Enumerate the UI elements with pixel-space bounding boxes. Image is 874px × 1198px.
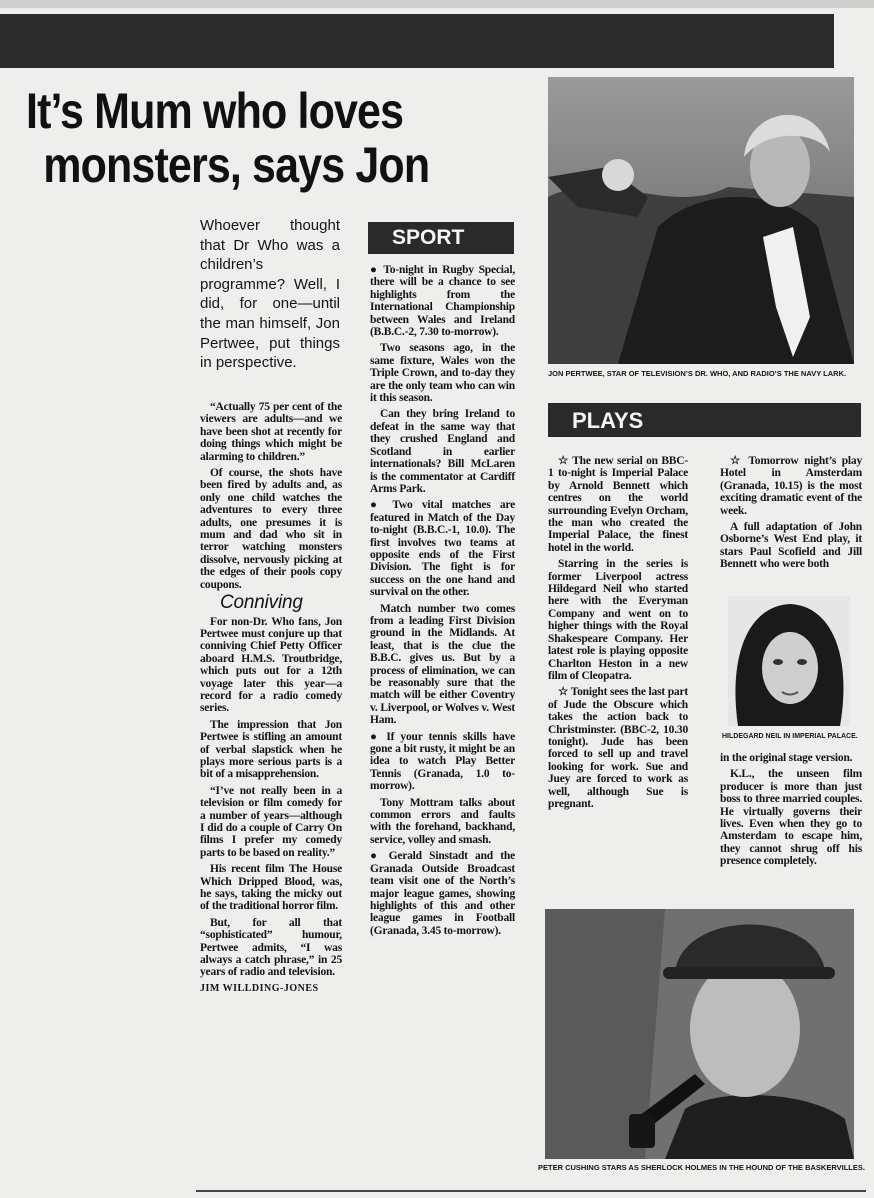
- article-column-1: [200, 401, 342, 999]
- sport-heading: [368, 222, 514, 254]
- article-intro: Whoever thought that Dr Who was a children’s programme? Well, I did, for one—until the man himself, Jon Pertwee, put things in perspective.: [200, 217, 340, 372]
- plays-para: ☆ The new serial on BBC-1 to-night is Imperial Palace by Arnold Bennett which centres on the world surrounding Evelyn Orcham, the man who created the Imperial Palace, the finest hotel in the world.: [548, 455, 688, 554]
- plays-para: A full adaptation of John Osborne’s West End play, it stars Paul Scofield and Jill Bennett who were both: [720, 521, 862, 571]
- sport-para: ● Two vital matches are featured in Match of the Day to-night (B.B.C.-1, 10.0). The first involves two teams at opposite ends of the First Division. The fight is for success on the one hand and survival on the other.: [370, 499, 515, 599]
- sport-heading-text: SPORT: [392, 226, 465, 249]
- col1-para: But, for all that “sophisticated” humour, Pertwee admits, “I was always a catch phrase,” in 25 years of radio and television.: [200, 916, 342, 979]
- sport-para: ● To-night in Rugby Special, there will be a chance to see highlights from the International Championship between Wales and Ireland (B.B.C.-2, 7.30 to-morrow).: [370, 264, 515, 339]
- col1-para: “Actually 75 per cent of the viewers are adults—and we have been shot at recently for doing things which might be alarming to children.”: [200, 401, 342, 463]
- col1-para: For non-Dr. Who fans, Jon Pertwee must conjure up that conniving Chief Petty Officer aboard H.M.S. Troutbridge, which puts out for a 12th voyage later this year—a record for a radio comedy series.: [200, 615, 342, 715]
- col1-para: Of course, the shots have been fired by adults and, as only one child watches the adventures to every three adults, one presumes it is mum and dad who sit in terror watching monsters dissolve, nervously picking at the edges of their pools copy coupons.: [200, 467, 342, 591]
- subhead-conniving: Conniving: [220, 592, 303, 614]
- plays-column-b-bottom: [720, 752, 862, 872]
- hildegard-neil-photo: [728, 596, 850, 726]
- plays-para: in the original stage version.: [720, 752, 853, 764]
- article-headline: [26, 84, 465, 192]
- page-top-strip: [0, 0, 874, 8]
- sport-para: Tony Mottram talks about common errors and faults with the forehand, backhand, service, volley and smash.: [370, 796, 515, 846]
- sport-para: Match number two comes from a leading First Division ground in the Midlands. At least, that is the clue the B.B.C. gives us. But by a process of elimination, we can be reasonably sure that the match will be either Coventry v. Liverpool, or Wolves v. West Ham.: [370, 602, 515, 727]
- plays-para: ☆ Tomorrow night’s play Hotel in Amsterdam (Granada, 10.15) is the most exciting dramatic event of the week.: [720, 455, 862, 517]
- sport-para: Can they bring Ireland to defeat in the same way that they crushed England and Scotland in earlier internationals? Bill McLaren is the commentator at Cardiff Arms Park.: [370, 408, 515, 495]
- col1-para: The impression that Jon Pertwee is stifling an amount of verbal slapstick when he plays more serious parts is a bit of a misapprehension.: [200, 718, 342, 781]
- sport-column: [370, 264, 515, 941]
- plays-heading: [548, 403, 861, 437]
- col1-para: “I’ve not really been in a television or film comedy for a number of years—although I did do a couple of Carry On films I prefer my comedy parts to be based on reality.”: [200, 784, 342, 859]
- photo-caption-cushing: PETER CUSHING STARS AS SHERLOCK HOLMES IN THE HOUND OF THE BASKERVILLES.: [538, 1163, 865, 1172]
- peter-cushing-photo: [545, 909, 854, 1159]
- sport-para: ● Gerald Sinstadt and the Granada Outside Broadcast team visit one of the North’s major league games, showing highlights of this and other league games in Football (Granada, 3.45 to-morrow).: [370, 850, 515, 937]
- jon-pertwee-photo: [548, 77, 854, 364]
- headline-line-1: It’s Mum who loves: [26, 83, 404, 139]
- sport-para: ● If your tennis skills have gone a bit rusty, it might be an idea to watch Play Better Tennis (Granada, 1.0 to-morrow).: [370, 730, 515, 793]
- sport-para: Two seasons ago, in the same fixture, Wales won the Triple Crown, and to-day they are the only team who can win it this season.: [370, 342, 515, 405]
- plays-para: K.L., the unseen film producer is more than just boss to three married couples. He virtually governs their lives. Even when they go to Amsterdam to escape him, they cannot shrug off his presence completely.: [720, 768, 862, 868]
- plays-column-a: [548, 455, 688, 814]
- bottom-rule: [196, 1190, 866, 1192]
- plays-para: ☆ Tonight sees the last part of Jude the Obscure which takes the action back to Christminster. (BBC-2, 10.30 tonight). Jude has been forced to sell up and travel looking for work. Sue and Juey are forced to work as well, although Sue is pregnant.: [548, 686, 688, 810]
- col1-para: His recent film The House Which Dripped Blood, was, he says, taking the micky out of the traditional horror film.: [200, 863, 342, 913]
- header-band: [0, 14, 834, 68]
- byline: JIM WILLDING-JONES: [200, 982, 319, 994]
- plays-para: Starring in the series is former Liverpool actress Hildegard Neil who started here with the Everyman Company and went on to higher things with the Royal Shakespeare Company. Her latest role is playing opposite Charlton Heston in a new film of Cleopatra.: [548, 558, 688, 682]
- photo-caption-neil: HILDEGARD NEIL IN IMPERIAL PALACE.: [722, 733, 858, 740]
- photo-caption-pertwee: JON PERTWEE, STAR OF TELEVISION’S DR. WHO, AND RADIO’S THE NAVY LARK.: [548, 369, 847, 378]
- plays-column-b-top: [720, 455, 862, 575]
- plays-heading-text: PLAYS: [572, 408, 644, 433]
- headline-line-2: monsters, says Jon: [43, 137, 430, 193]
